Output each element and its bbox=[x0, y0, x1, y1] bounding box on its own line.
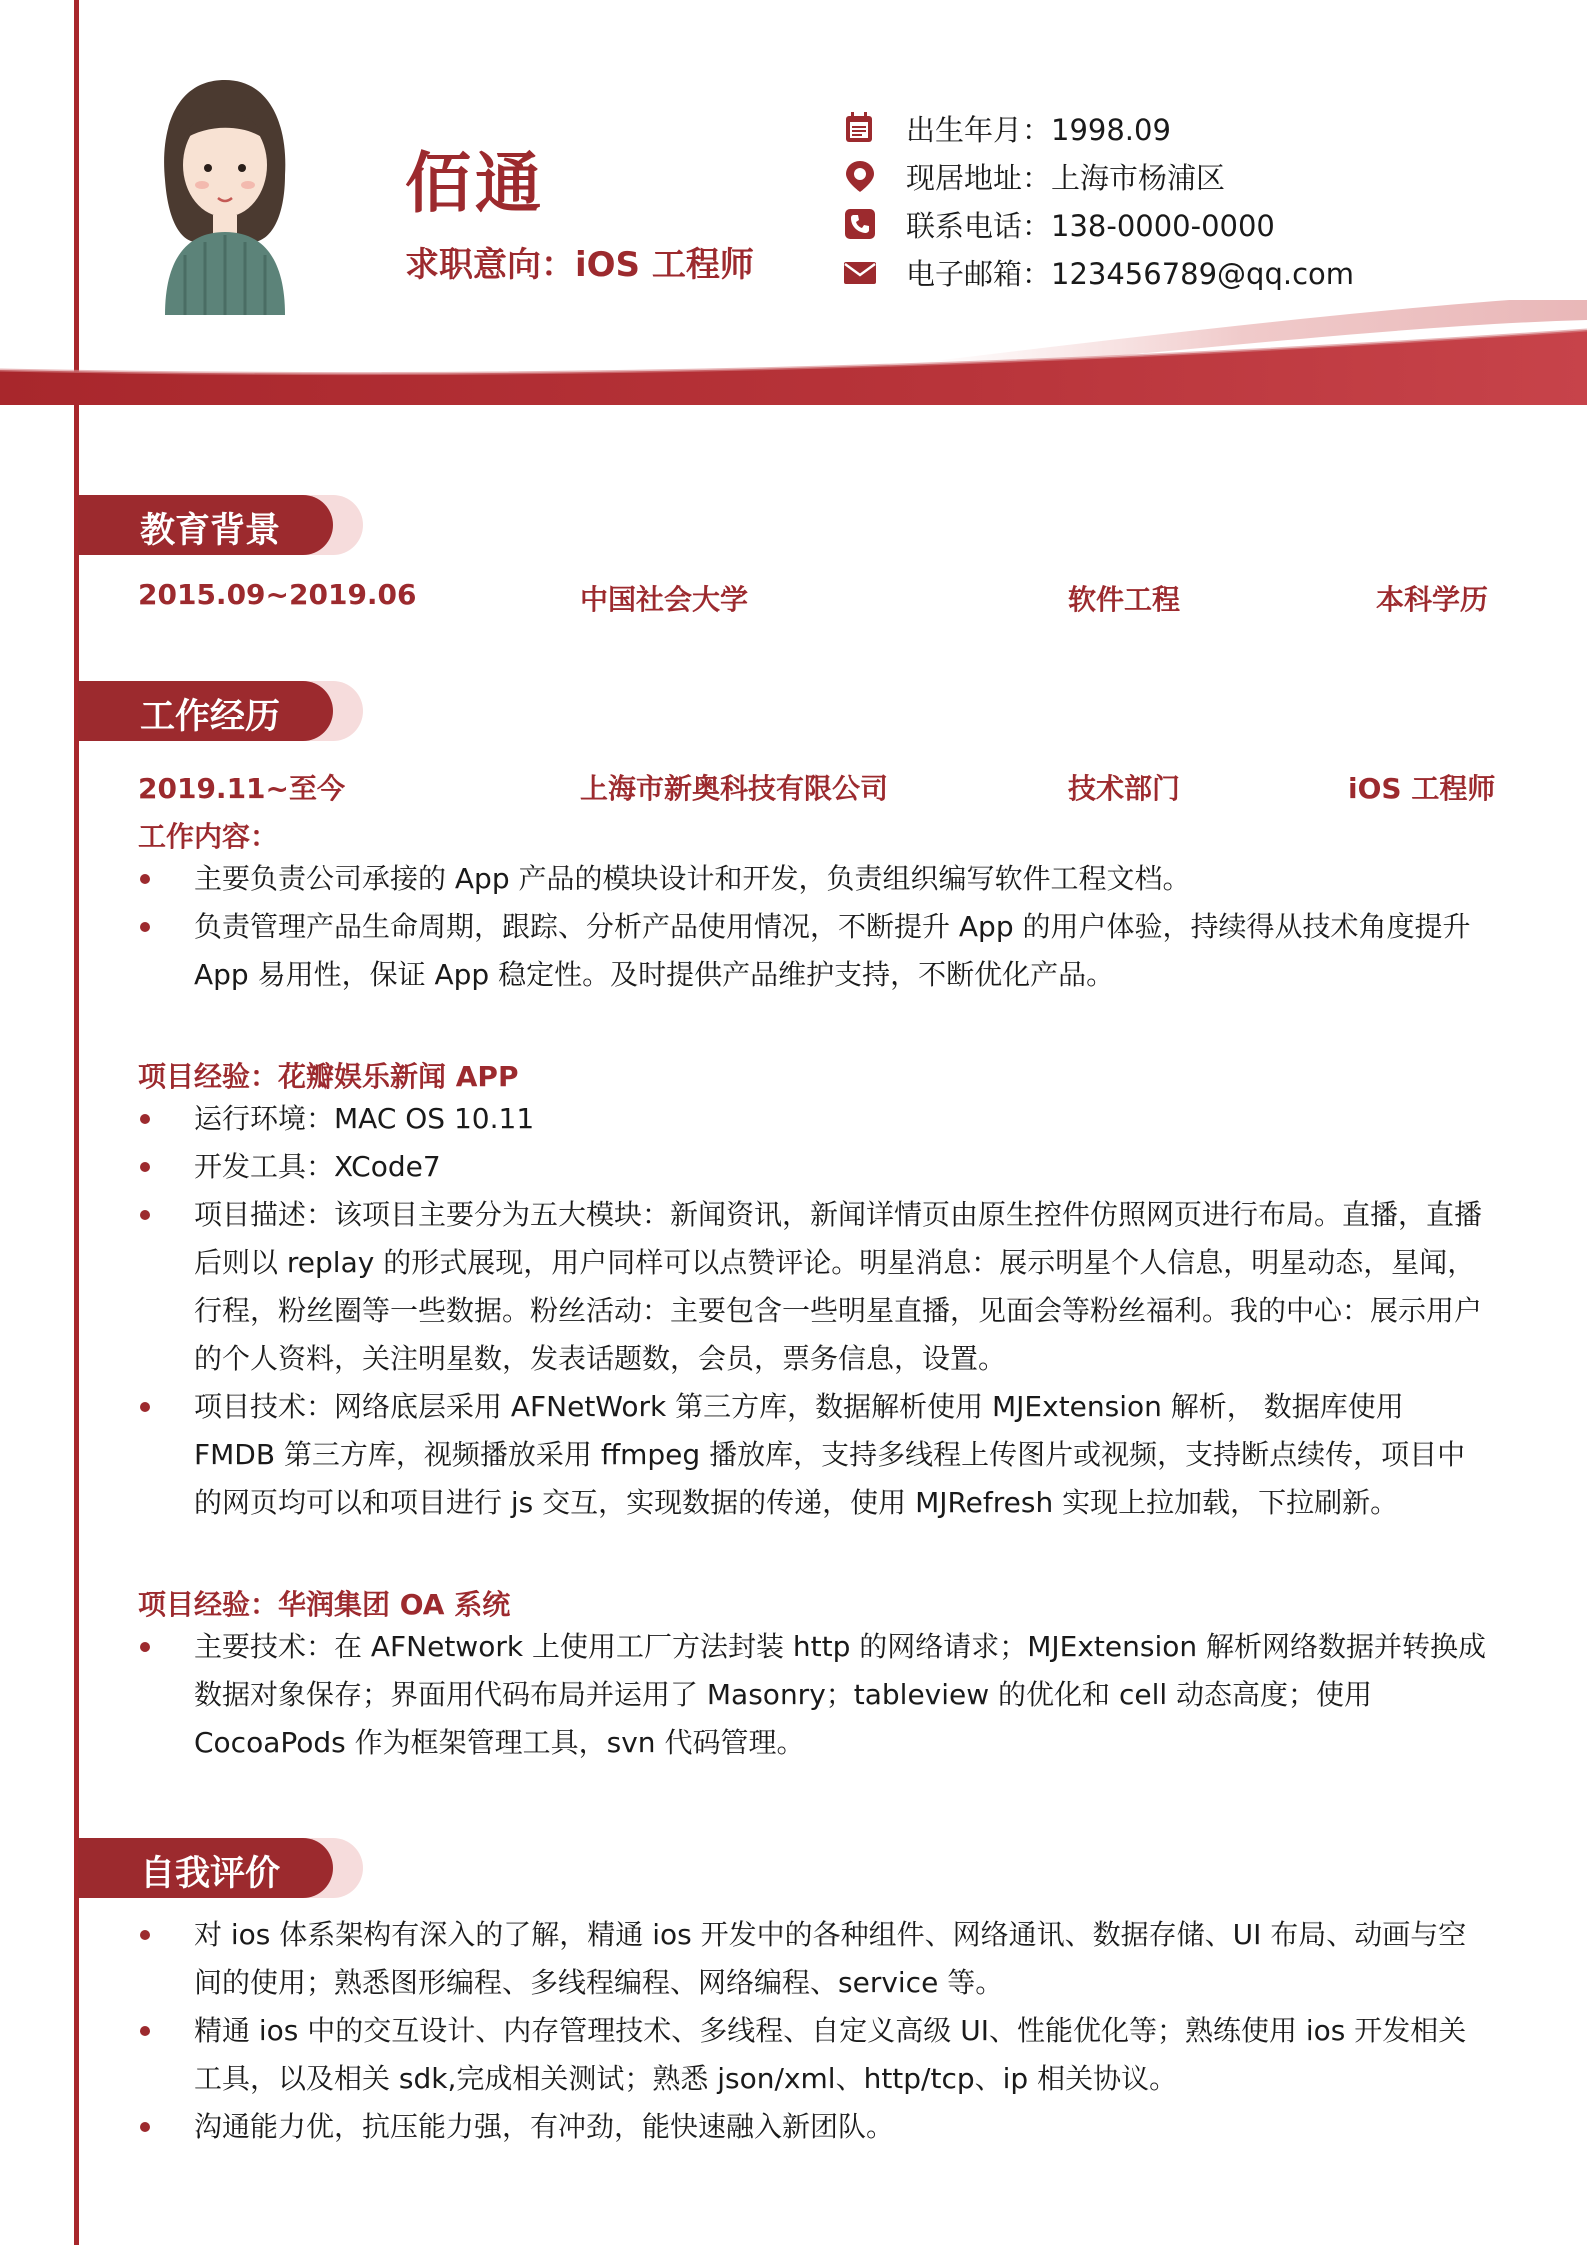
list-item: 沟通能力优，抗压能力强，有冲劲，能快速融入新团队。 bbox=[138, 2103, 1493, 2151]
work-company: 上海市新奥科技有限公司 bbox=[580, 772, 889, 805]
work-content-label: 工作内容： bbox=[138, 820, 279, 853]
project2-list bbox=[138, 1623, 1493, 1767]
contact-phone bbox=[842, 204, 1275, 244]
section-title: 工作经历 bbox=[140, 697, 281, 737]
self-eval-list bbox=[138, 1911, 1493, 2151]
calendar-icon bbox=[842, 110, 878, 146]
section-title: 自我评价 bbox=[140, 1854, 281, 1894]
work-department: 技术部门 bbox=[1068, 772, 1181, 805]
education-period: 2015.09~2019.06 bbox=[138, 578, 417, 611]
education-degree: 本科学历 bbox=[1376, 583, 1489, 616]
list-item: 项目技术：网络底层采用 AFNetWork 第三方库，数据解析使用 MJExtension 解析， 数据库使用 FMDB 第三方库，视频播放采用 ffmpeg 播放库，支持多线程上传图片或视频，支持断点续传，项目中的网页均可以和项目进行 js 交互，实现数据的传递，使用 MJRefresh 实现上拉加载，下拉刷新。 bbox=[138, 1383, 1493, 1527]
avatar bbox=[150, 70, 300, 315]
mail-icon bbox=[842, 254, 878, 290]
candidate-name: 佰通 bbox=[405, 145, 545, 222]
contact-address bbox=[842, 156, 1225, 196]
phone-icon bbox=[842, 206, 878, 242]
list-item: 运行环境：MAC OS 10.11 bbox=[138, 1095, 1493, 1143]
work-position: iOS 工程师 bbox=[1348, 772, 1496, 805]
contact-email bbox=[842, 252, 1354, 292]
contact-text: 电子邮箱：123456789@qq.com bbox=[906, 256, 1355, 291]
project2-label: 项目经验：华润集团 OA 系统 bbox=[138, 1588, 511, 1621]
section-header-education bbox=[78, 495, 368, 555]
list-item: 项目描述：该项目主要分为五大模块：新闻资讯，新闻详情页由原生控件仿照网页进行布局。直播，直播后则以 replay 的形式展现，用户同样可以点赞评论。明星消息：展示明星个人信息，明星动态，星闻，行程，粉丝圈等一些数据。粉丝活动：主要包含一些明星直播，见面会等粉丝福利。我的中心：展示用户的个人资料，关注明星数，发表话题数，会员，票务信息，设置。 bbox=[138, 1191, 1493, 1383]
education-major: 软件工程 bbox=[1068, 583, 1181, 616]
list-item: 精通 ios 中的交互设计、内存管理技术、多线程、自定义高级 UI、性能优化等；熟练使用 ios 开发相关工具，以及相关 sdk,完成相关测试；熟悉 json/xml、http/tcp、ip 相关协议。 bbox=[138, 2007, 1493, 2103]
work-content-list bbox=[138, 855, 1493, 999]
project1-label: 项目经验：花瓣娱乐新闻 APP bbox=[138, 1060, 519, 1093]
job-intent: 求职意向：iOS 工程师 bbox=[405, 245, 754, 285]
list-item: 负责管理产品生命周期，跟踪、分析产品使用情况，不断提升 App 的用户体验，持续得从技术角度提升 App 易用性，保证 App 稳定性。及时提供产品维护支持，不断优化产品。 bbox=[138, 903, 1493, 999]
contact-text: 出生年月：1998.09 bbox=[906, 112, 1171, 147]
section-header-work bbox=[78, 681, 368, 741]
contact-text: 联系电话：138-0000-0000 bbox=[906, 208, 1275, 243]
list-item: 开发工具：XCode7 bbox=[138, 1143, 1493, 1191]
list-item: 主要技术：在 AFNetwork 上使用工厂方法封装 http 的网络请求；MJExtension 解析网络数据并转换成数据对象保存；界面用代码布局并运用了 Masonry；tableview 的优化和 cell 动态高度；使用 CocoaPods 作为框架管理工具，svn 代码管理。 bbox=[138, 1623, 1493, 1767]
education-school: 中国社会大学 bbox=[580, 583, 749, 616]
contact-text: 现居地址：上海市杨浦区 bbox=[906, 160, 1226, 195]
section-title: 教育背景 bbox=[140, 511, 281, 551]
header-wave-decoration bbox=[0, 300, 1587, 410]
project1-list bbox=[138, 1095, 1493, 1527]
contact-birth bbox=[842, 108, 1171, 148]
section-header-self-eval bbox=[78, 1838, 368, 1898]
list-item: 主要负责公司承接的 App 产品的模块设计和开发，负责组织编写软件工程文档。 bbox=[138, 855, 1493, 903]
list-item: 对 ios 体系架构有深入的了解，精通 ios 开发中的各种组件、网络通讯、数据存储、UI 布局、动画与空间的使用；熟悉图形编程、多线程编程、网络编程、service 等。 bbox=[138, 1911, 1493, 2007]
work-period: 2019.11~至今 bbox=[138, 772, 345, 805]
location-pin-icon bbox=[842, 158, 878, 194]
